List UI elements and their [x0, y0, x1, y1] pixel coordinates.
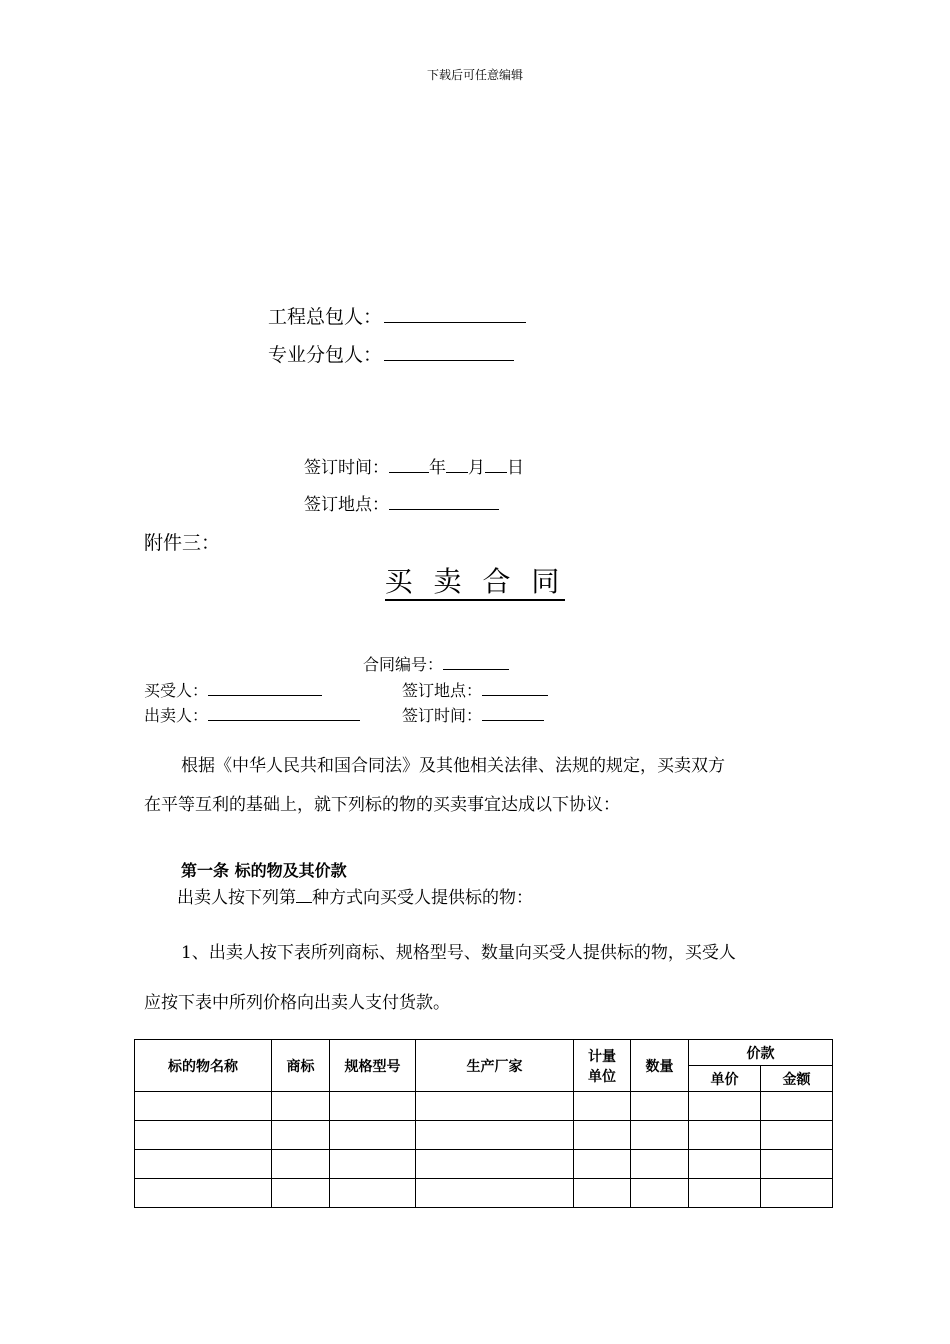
subcontractor-line — [268, 340, 514, 367]
table-cell[interactable] — [272, 1092, 330, 1121]
table-row — [135, 1150, 833, 1179]
contract-number-label: 合同编号： — [363, 655, 444, 674]
header-name: 标的物名称 — [135, 1040, 272, 1092]
header-unit-line2: 单位 — [588, 1068, 616, 1085]
signing-place-label: 签订地点： — [304, 495, 389, 515]
general-contractor-blank[interactable] — [384, 321, 526, 323]
table-row — [135, 1092, 833, 1121]
table-cell[interactable] — [761, 1121, 833, 1150]
item1-line-2: 应按下表中所列价格向出卖人支付货款。 — [144, 993, 450, 1013]
header-amount: 金额 — [761, 1066, 833, 1092]
table-row — [135, 1179, 833, 1208]
meta-place-line — [402, 678, 548, 701]
table-cell[interactable] — [761, 1150, 833, 1179]
table-cell[interactable] — [761, 1092, 833, 1121]
annex-label: 附件三： — [144, 532, 221, 554]
table-cell[interactable] — [574, 1092, 631, 1121]
year-blank[interactable] — [389, 471, 429, 473]
general-contractor-line — [268, 302, 526, 329]
contract-title-text: 买 卖 合 同 — [385, 565, 566, 601]
month-blank[interactable] — [446, 471, 468, 473]
table-cell[interactable] — [416, 1092, 574, 1121]
table-cell[interactable] — [416, 1179, 574, 1208]
table-cell[interactable] — [272, 1179, 330, 1208]
table-cell[interactable] — [416, 1150, 574, 1179]
table-cell[interactable] — [135, 1179, 272, 1208]
year-label: 年 — [429, 458, 446, 478]
table-cell[interactable] — [631, 1150, 689, 1179]
meta-time-line — [402, 703, 544, 726]
meta-time-label: 签订时间： — [402, 706, 483, 725]
buyer-blank[interactable] — [208, 694, 322, 696]
table-cell[interactable] — [631, 1092, 689, 1121]
intro-line-2: 在平等互利的基础上，就下列标的物的买卖事宜达成以下协议： — [144, 795, 620, 815]
article1-heading: 第一条 标的物及其价款 — [181, 861, 347, 880]
seller-line — [144, 703, 360, 726]
header-price-group: 价款 — [689, 1040, 833, 1066]
header-unit — [574, 1040, 631, 1092]
signing-place-blank[interactable] — [389, 508, 499, 510]
signing-time-line — [304, 453, 524, 478]
method-number-blank[interactable] — [296, 901, 312, 903]
signing-place-line — [304, 490, 499, 515]
table-cell[interactable] — [272, 1121, 330, 1150]
meta-place-label: 签订地点： — [402, 681, 483, 700]
article1-line — [177, 883, 533, 908]
header-note: 下载后可任意编辑 — [426, 68, 523, 82]
table-cell[interactable] — [689, 1121, 761, 1150]
article1-line-pre: 出卖人按下列第 — [177, 888, 296, 908]
table-cell[interactable] — [574, 1179, 631, 1208]
table-cell[interactable] — [689, 1150, 761, 1179]
contract-number-blank[interactable] — [443, 668, 509, 670]
buyer-label: 买受人： — [144, 681, 209, 700]
table-cell[interactable] — [330, 1121, 416, 1150]
header-spec: 规格型号 — [330, 1040, 416, 1092]
seller-label: 出卖人： — [144, 706, 209, 725]
table-cell[interactable] — [416, 1121, 574, 1150]
intro-line-1: 根据《中华人民共和国合同法》及其他相关法律、法规的规定，买卖双方 — [181, 756, 725, 776]
subcontractor-label: 专业分包人： — [268, 344, 383, 366]
table-cell[interactable] — [330, 1150, 416, 1179]
goods-table — [134, 1039, 833, 1208]
table-cell[interactable] — [631, 1179, 689, 1208]
table-cell[interactable] — [689, 1092, 761, 1121]
general-contractor-label: 工程总包人： — [268, 306, 383, 328]
header-unit-line1: 计量 — [588, 1048, 616, 1065]
header-unit-price: 单价 — [689, 1066, 761, 1092]
seller-blank[interactable] — [208, 719, 360, 721]
table-row — [135, 1121, 833, 1150]
meta-time-blank[interactable] — [482, 719, 544, 721]
table-cell[interactable] — [631, 1121, 689, 1150]
item1-line-1: 1、出卖人按下表所列商标、规格型号、数量向买受人提供标的物，买受人 — [181, 943, 736, 963]
table-cell[interactable] — [574, 1121, 631, 1150]
table-cell[interactable] — [135, 1092, 272, 1121]
month-label: 月 — [468, 458, 485, 478]
signing-time-label: 签订时间： — [304, 458, 389, 478]
table-cell[interactable] — [574, 1150, 631, 1179]
article1-line-post: 种方式向买受人提供标的物： — [312, 888, 533, 908]
table-cell[interactable] — [689, 1179, 761, 1208]
table-cell[interactable] — [761, 1179, 833, 1208]
table-cell[interactable] — [272, 1150, 330, 1179]
table-cell[interactable] — [135, 1150, 272, 1179]
header-brand: 商标 — [272, 1040, 330, 1092]
table-cell[interactable] — [135, 1121, 272, 1150]
subcontractor-blank[interactable] — [384, 359, 514, 361]
contract-number-line — [363, 652, 509, 675]
table-cell[interactable] — [330, 1092, 416, 1121]
table-cell[interactable] — [330, 1179, 416, 1208]
header-qty: 数量 — [631, 1040, 689, 1092]
contract-title — [0, 560, 950, 600]
buyer-line — [144, 678, 322, 701]
day-label: 日 — [507, 458, 524, 478]
meta-place-blank[interactable] — [482, 694, 548, 696]
header-maker: 生产厂家 — [416, 1040, 574, 1092]
day-blank[interactable] — [485, 471, 507, 473]
